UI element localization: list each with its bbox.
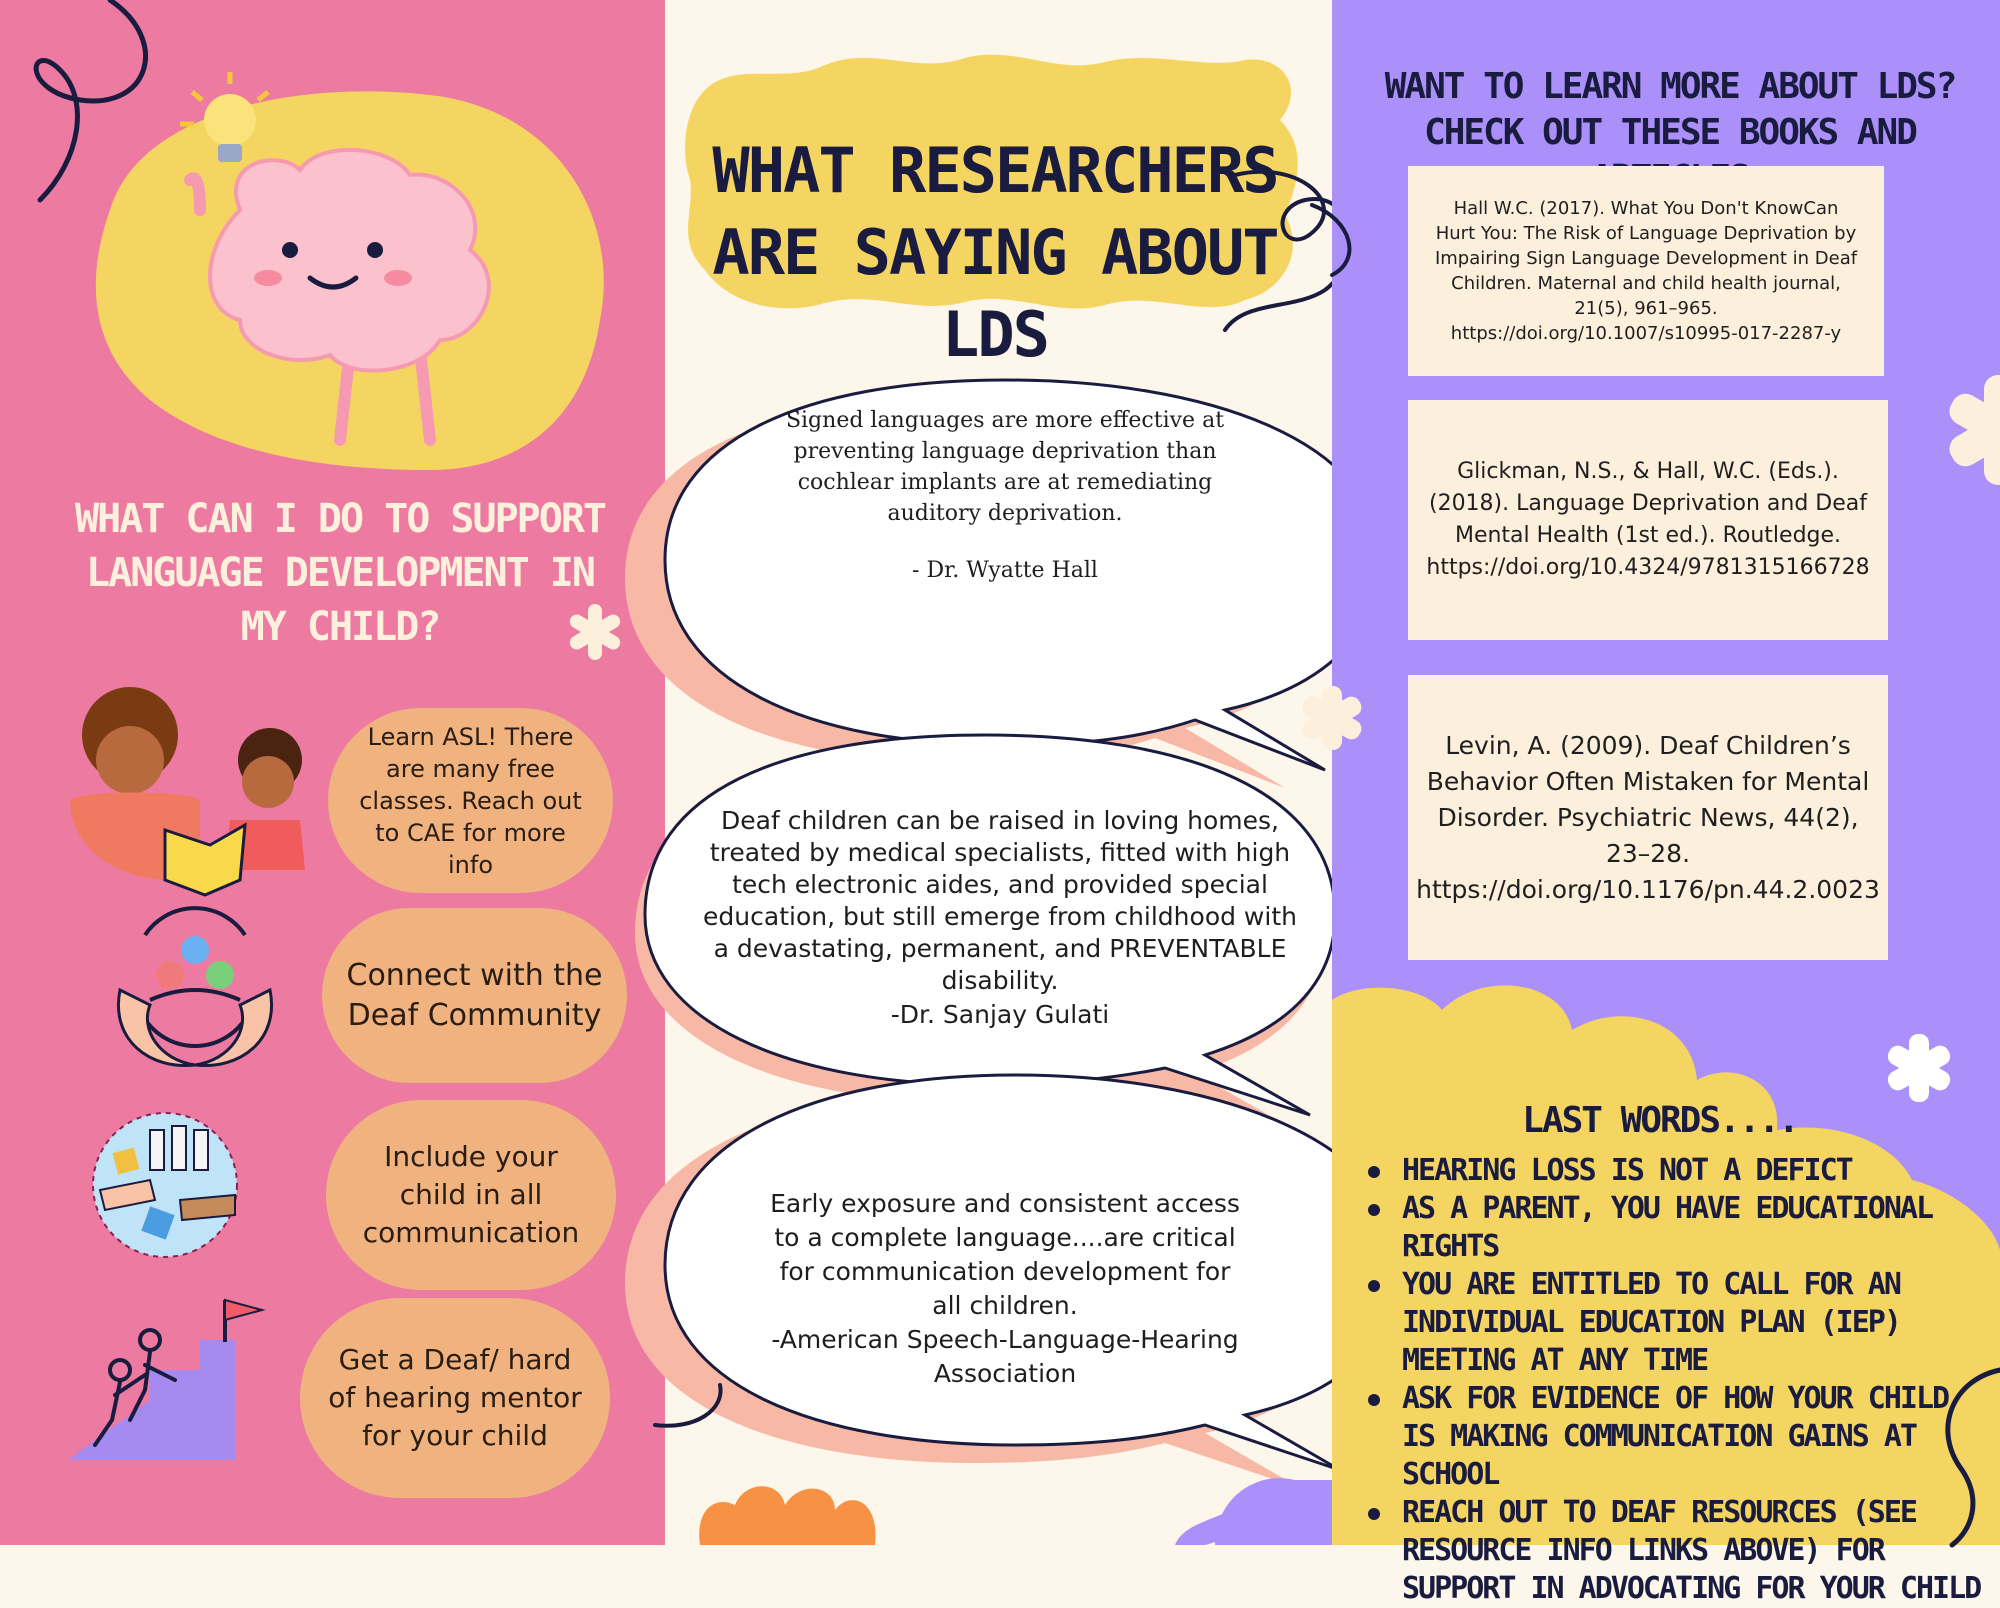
quote-author: -American Speech-Language-Hearing Association: [771, 1325, 1239, 1388]
tip-get-mentor: [300, 1298, 610, 1498]
quote-author: - Dr. Wyatte Hall: [912, 558, 1098, 583]
last-words-list: [1362, 1152, 1982, 1608]
community-hands-icon: [118, 908, 271, 1065]
quote-text: Early exposure and consistent access to a complete language....are critical for communication development for all children.: [770, 1189, 1240, 1320]
squiggle-line: [36, 0, 145, 200]
asterisk-icon: [1885, 1034, 1954, 1102]
learn-more-heading: WANT TO LEARN MORE ABOUT LDS? CHECK OUT THESE BOOKS AND: [1384, 66, 1956, 153]
list-item: ASK FOR EVIDENCE OF HOW YOUR CHILD IS MAKING COMMUNICATION GAINS AT SCHOOL: [1362, 1380, 1982, 1494]
reference-text: Levin, A. (2009). Deaf Children’s Behavior Often Mistaken for Mental Disorder. Psychiatric News, 44(2), 23–28. https://doi.org/10.1176/pn.44.2.0023: [1416, 730, 1880, 904]
quote-text: Signed languages are more effective at preventing language deprivation than cochlear implants are at remediating auditory deprivation.: [785, 408, 1225, 526]
tip-text: Connect with the Deaf Community: [346, 957, 603, 1033]
quote-asha: [765, 1187, 1245, 1391]
inclusion-hands-icon: [93, 1113, 237, 1257]
reference-glickman-2018: [1408, 400, 1888, 640]
right-panel: [1332, 0, 2000, 1606]
list-item: AS A PARENT, YOU HAVE EDUCATIONAL RIGHTS: [1362, 1190, 1982, 1266]
tip-text: Get a Deaf/ hard of hearing mentor for your child: [328, 1343, 582, 1452]
researchers-heading: WHAT RESEARCHERS ARE SAYING ABOUT LDS: [712, 134, 1278, 371]
tip-include-child: [326, 1100, 616, 1290]
quote-hall: [765, 405, 1245, 586]
list-item: REACH OUT TO DEAF RESOURCES (SEE RESOURCE INFO LINKS ABOVE) FOR SUPPORT IN ADVOCATING FOR YOUR CHILD: [1362, 1494, 1982, 1608]
middle-panel: [665, 0, 1332, 1545]
list-item: HEARING LOSS IS NOT A DEFICT: [1362, 1152, 1982, 1190]
orange-bumps: [699, 1486, 875, 1545]
last-words-heading: LAST WORDS....: [1522, 1100, 1798, 1141]
reference-hall-2017: [1408, 166, 1884, 376]
tip-text: Include your child in all communication: [362, 1140, 580, 1249]
quote-text: Deaf children can be raised in loving homes, treated by medical specialists, fitted with high tech electronic aides, and provided special education, but still emerge from childhood with a devastating, permanent, and PREVENTABLE disability.: [703, 806, 1297, 995]
purple-wave: [1175, 1478, 1332, 1545]
quote-gulati: [695, 805, 1305, 1031]
reference-text: Hall W.C. (2017). What You Don't KnowCan Hurt You: The Risk of Language Deprivation by Impairing Sign Language Development in Deaf Children. Maternal and child health journal, 21(5), 961–965. https://doi.org/10.1007/s10995-017-2287-y: [1434, 198, 1858, 344]
tip-learn-asl: [328, 708, 613, 893]
left-panel: [0, 0, 665, 1545]
reference-levin-2009: [1408, 675, 1888, 960]
tip-connect-community: [322, 908, 627, 1083]
quote-author: -Dr. Sanjay Gulati: [890, 1000, 1110, 1029]
parent-child-reading-icon: [70, 687, 305, 895]
mentor-climbing-icon: [68, 1300, 262, 1460]
tip-text: Learn ASL! There are many free classes. Reach out to CAE for more info: [359, 722, 582, 879]
list-item: YOU ARE ENTITLED TO CALL FOR AN INDIVIDUAL EDUCATION PLAN (IEP) MEETING AT ANY TIME: [1362, 1266, 1982, 1380]
support-heading: WHAT CAN I DO TO SUPPORT LANGUAGE DEVELOPMENT IN MY CHILD?: [75, 496, 605, 650]
reference-text: Glickman, N.S., & Hall, W.C. (Eds.). (2018). Language Deprivation and Deaf Mental Health (1st ed.). Routledge. https://doi.org/10.4324/9781315166728: [1426, 459, 1870, 580]
asterisk-icon: [1944, 375, 2000, 485]
